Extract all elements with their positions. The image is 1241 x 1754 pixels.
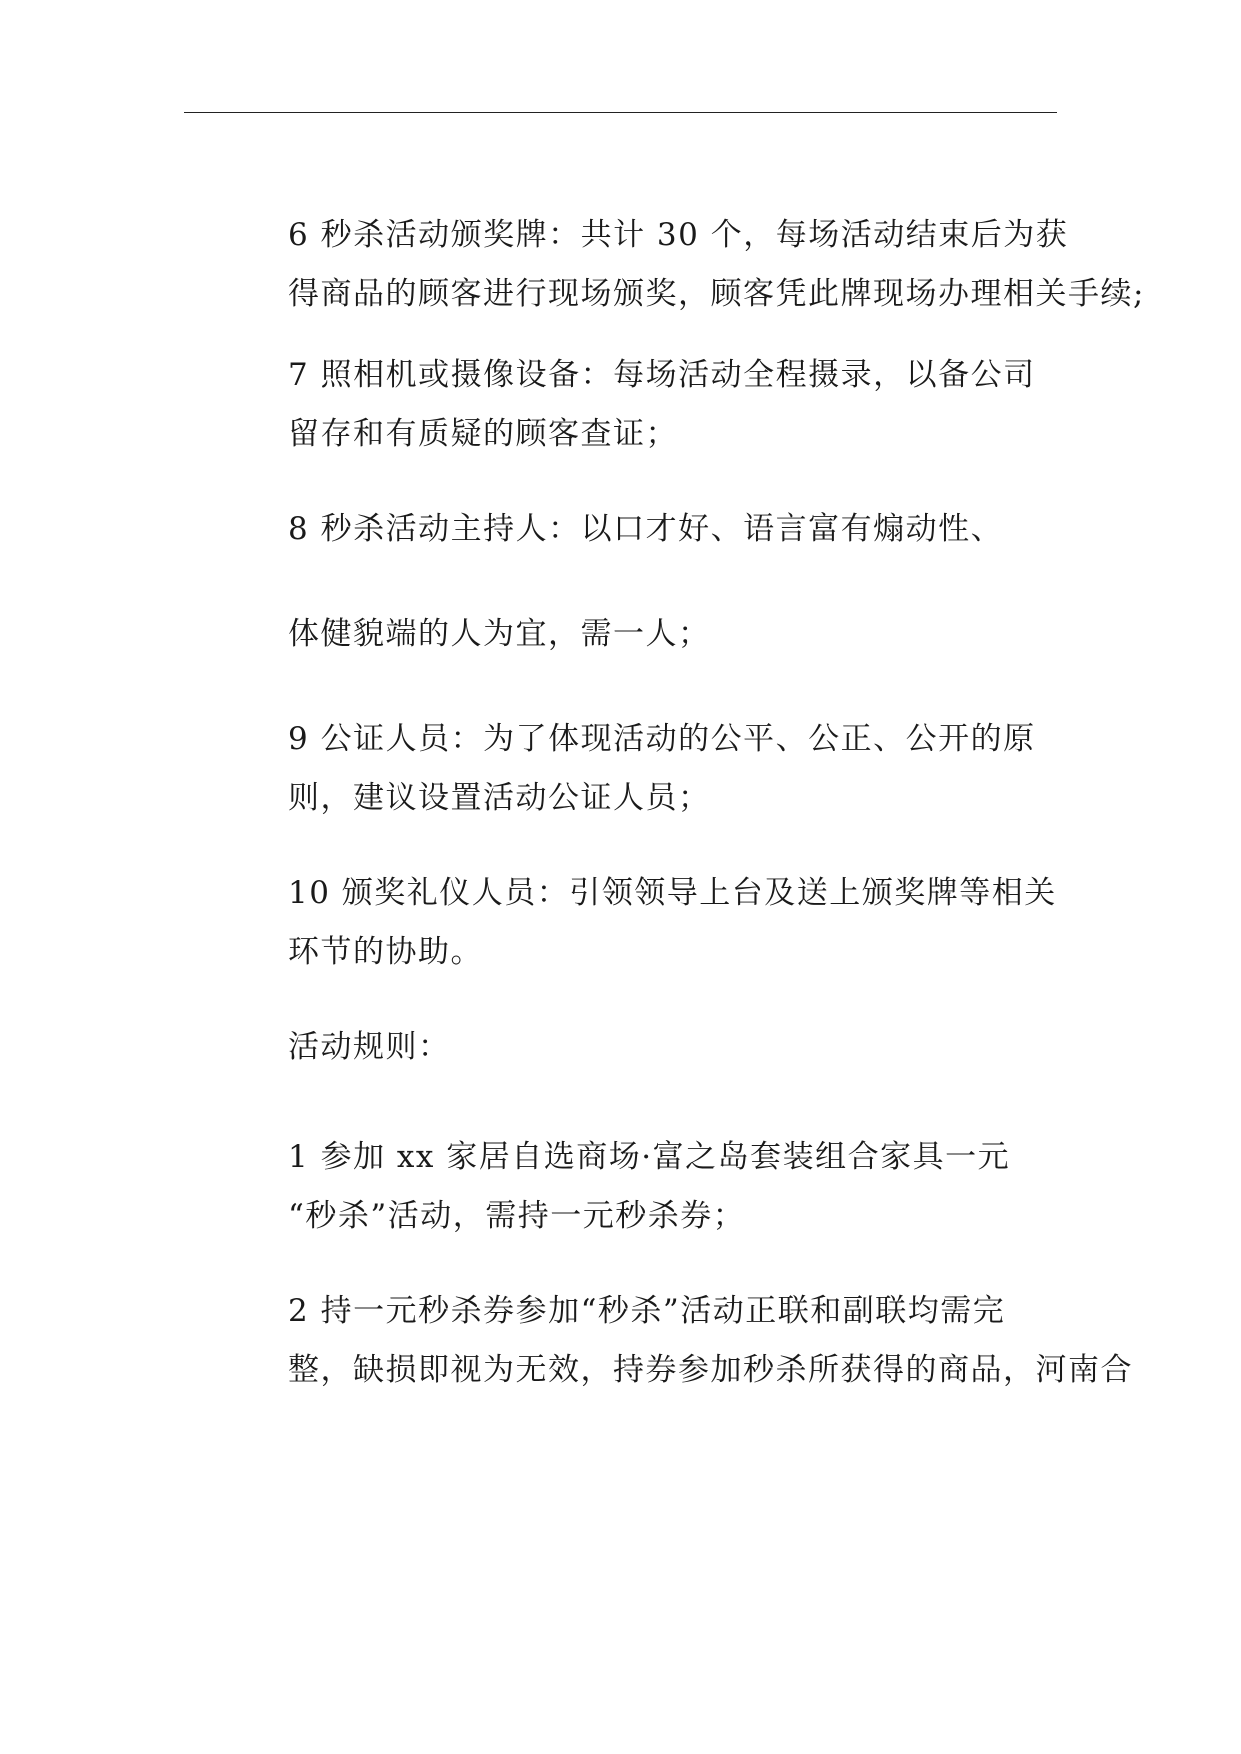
paragraph-line: 2 持一元秒杀券参加“秒杀”活动正联和副联均需完 [288,1293,1006,1329]
paragraph-line: 体健貌端的人为宜，需一人； [288,616,711,652]
rule-2 [188,1282,1133,1400]
paragraph-line: 活动规则： [288,1029,451,1065]
section-heading-rules [188,1018,1068,1077]
paragraph-line: “秒杀”活动，需持一元秒杀券； [288,1198,746,1234]
paragraph-line: 9 公证人员：为了体现活动的公平、公正、公开的原 [288,721,1036,757]
paragraph-8 [188,500,1068,559]
paragraph-line: 6 秒杀活动颁奖牌：共计 30 个，每场活动结束后为获 [288,217,1069,253]
paragraph-6 [188,206,1145,324]
paragraph-line: 则，建议设置活动公证人员； [288,780,711,816]
paragraph-line: 留存和有质疑的顾客查证； [288,416,678,452]
paragraph-9 [188,710,1068,828]
paragraph-line: 环节的协助。 [288,934,483,970]
paragraph-7 [188,346,1068,464]
paragraph-line: 得商品的顾客进行现场颁奖，顾客凭此牌现场办理相关手续; [288,276,1145,312]
paragraph-line: 10 颁奖礼仪人员：引领领导上台及送上颁奖牌等相关 [288,875,1057,911]
rule-1 [188,1128,1068,1246]
header-rule [184,112,1057,113]
paragraph-8-continued [188,605,1068,664]
paragraph-line: 1 参加 xx 家居自选商场·富之岛套装组合家具一元 [288,1139,1011,1175]
paragraph-line: 7 照相机或摄像设备：每场活动全程摄录，以备公司 [288,357,1036,393]
paragraph-line: 8 秒杀活动主持人：以口才好、语言富有煽动性、 [288,511,1004,547]
paragraph-line: 整，缺损即视为无效，持券参加秒杀所获得的商品，河南合 [288,1352,1133,1388]
paragraph-10 [188,864,1068,982]
